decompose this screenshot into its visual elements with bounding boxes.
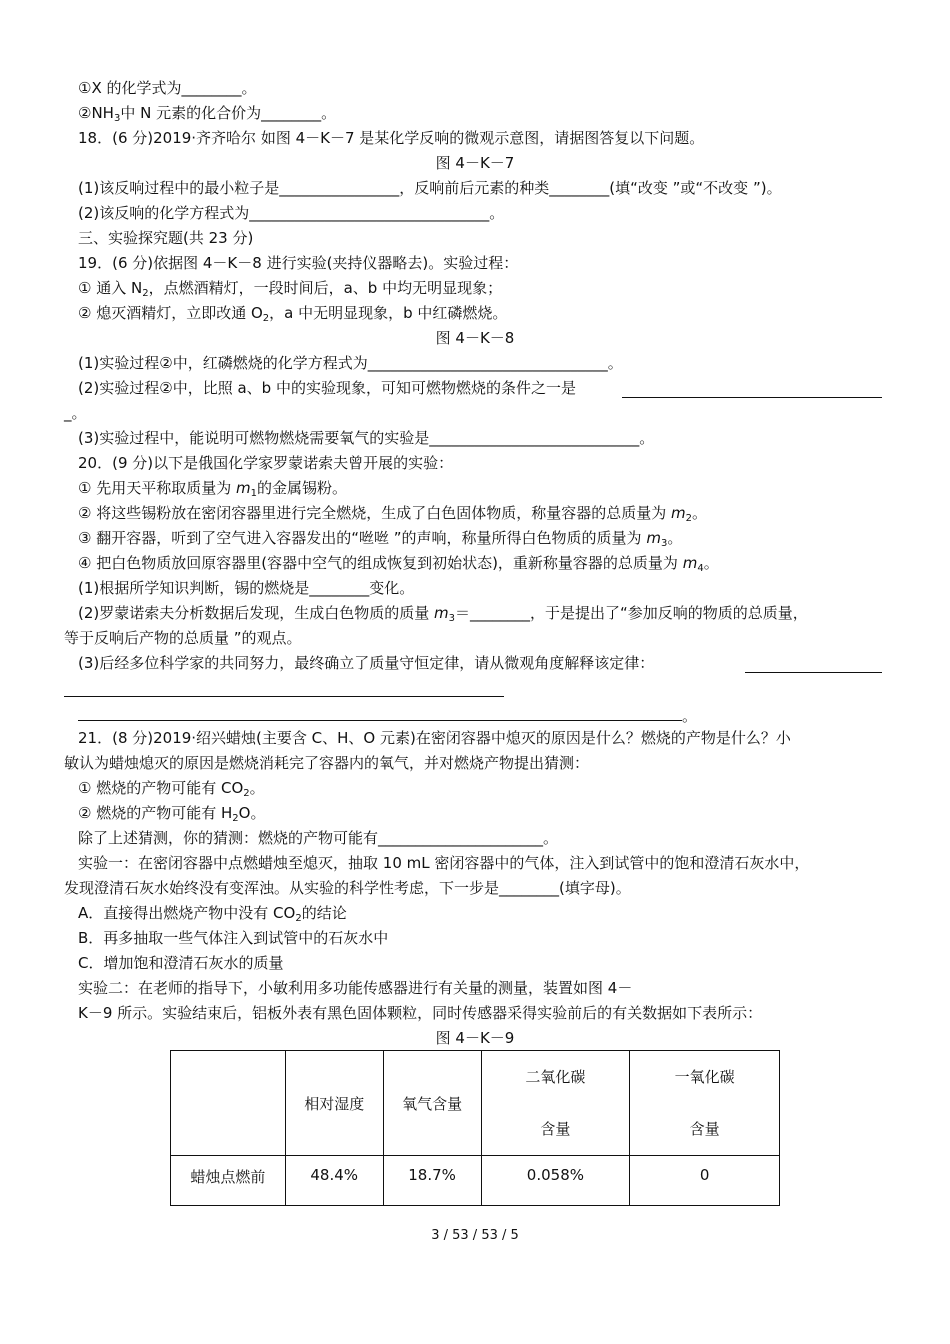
q20-step-2: ② 将这些锡粉放在密闭容器里进行完全燃烧，生成了白色固体物质，称量容器的总质量为 $m_2$。 (78, 504, 708, 524)
q17-line2: $②NH_3$中 N 元素的化合价为________。 (78, 104, 337, 124)
table-cell: 0.058% (481, 1156, 630, 1206)
sensor-data-table (170, 1050, 780, 1206)
table-cell: 18.7% (383, 1156, 481, 1206)
table-header-cell (481, 1051, 630, 1156)
q18-question-2: (2)该反响的化学方程式为________________________________。 (78, 204, 505, 222)
q20-stem: 20．(9 分)以下是俄国化学家罗蒙诺索夫曾开展的实验： (78, 454, 454, 472)
q20-question-2: (2)罗蒙诺索夫分析数据后发现，生成白色物质的质量 $m_3=\_\_\_\_\_\_\_\_$，于是提出了“参加反响的物质的总质量， (78, 604, 808, 624)
table-cell: 0 (630, 1156, 780, 1206)
table-row (171, 1156, 780, 1206)
q20-step-3: ③ 翻开容器，听到了空气进入容器发出的“咝咝 ”的声响，称量所得白色物质的质量为 $m_3$。 (78, 529, 683, 549)
table-header-cell (630, 1051, 780, 1156)
table-header-row (171, 1051, 780, 1156)
q21-option-c: C．增加饱和澄清石灰水的质量 (78, 954, 284, 972)
q19-question-2-end: _。 (64, 404, 87, 422)
q18-question-1: (1)该反响过程中的最小粒子是________________，反响前后元素的种类________(填“改变 ”或“不改变 ”)。 (78, 179, 782, 197)
q21-experiment-1-line1: 实验一：在密闭容器中点燃蜡烛至熄灭，抽取 10 mL 密闭容器中的气体，注入到试管中的饱和澄清石灰水中， (78, 854, 810, 872)
q19-step-2: ② 熄灭酒精灯，立即改通 $O_2$，a 中无明显现象，b 中红磷燃烧。 (78, 304, 508, 324)
q20-question-2-line2: 等于反响后产物的总质量 ”的观点。 (64, 629, 302, 647)
q18-stem: 18．(6 分)2019·齐齐哈尔 如图 4－K－7 是某化学反响的微观示意图，请据图答复以下问题。 (78, 129, 705, 147)
q21-stem-line1: 21．(8 分)2019·绍兴蜡烛(主要含 C、H、O 元素)在密闭容器中熄灭的原因是什么？燃烧的产物是什么？小 (78, 729, 791, 747)
q20-step-4: ④ 把白色物质放回原容器里(容器中空气的组成恢复到初始状态)，重新称量容器的总质量为 $m_4$。 (78, 554, 719, 574)
q20-step-1: ① 先用天平称取质量为 $m_1$的金属锡粉。 (78, 479, 347, 499)
table-header-cell: 氧气含量 (383, 1051, 481, 1156)
page-number: 3 / 53 / 53 / 5 (431, 1228, 519, 1243)
q19-stem: 19．(6 分)依据图 4－K－8 进行实验(夹持仪器略去)。实验过程： (78, 254, 519, 272)
section-heading: 三、实验探究题(共 23 分) (78, 229, 254, 247)
q21-own-guess: 除了上述猜测，你的猜测：燃烧的产物可能有______________________。 (78, 829, 559, 847)
q19-question-3: (3)实验过程中，能说明可燃物燃烧需要氧气的实验是____________________________。 (78, 429, 655, 447)
q21-guess-2: ② 燃烧的产物可能有 $H_2O$。 (78, 804, 266, 824)
header-line-1: 一氧化碳 (674, 1068, 735, 1086)
q19-question-1: (1)实验过程②中，红磷燃烧的化学方程式为________________________________。 (78, 354, 623, 372)
q21-experiment-1-line2: 发现澄清石灰水始终没有变浑浊。从实验的科学性考虑，下一步是________(填字母)。 (64, 879, 631, 897)
q21-option-b: B．再多抽取一些气体注入到试管中的石灰水中 (78, 929, 389, 947)
figure-caption-4-k-7: 图 4－K－7 (435, 154, 515, 172)
table-cell: 48.4% (285, 1156, 383, 1206)
q20-question-3-end: 。 (682, 707, 698, 725)
answer-line (78, 720, 682, 721)
figure-caption-4-k-9: 图 4－K－9 (435, 1029, 515, 1047)
answer-line (745, 672, 882, 673)
q20-question-3: (3)后经多位科学家的共同努力，最终确立了质量守恒定律，请从微观角度解释该定律： (78, 654, 655, 672)
answer-line (64, 696, 504, 697)
q21-option-a: A．直接得出燃烧产物中没有 $CO_2$的结论 (78, 904, 347, 924)
q19-step-1: ① 通入 $N_2$，点燃酒精灯，一段时间后，a、b 中均无明显现象； (78, 279, 503, 299)
q21-stem-line2: 敏认为蜡烛熄灭的原因是燃烧消耗完了容器内的氧气，并对燃烧产物提出猜测： (64, 754, 590, 772)
table-cell: 蜡烛点燃前 (171, 1156, 286, 1206)
table-header-cell: 相对湿度 (285, 1051, 383, 1156)
header-line-2: 含量 (540, 1120, 571, 1138)
header-line-1: 二氧化碳 (525, 1068, 586, 1086)
q21-experiment-2-line2: K－9 所示。实验结束后，铝板外表有黑色固体颗粒，同时传感器采得实验前后的有关数据如下表所示： (78, 1004, 763, 1022)
q17-line1: ①X 的化学式为________。 (78, 79, 257, 97)
q21-guess-1: ① 燃烧的产物可能有 $CO_2$。 (78, 779, 265, 799)
answer-line (622, 397, 882, 398)
table-header-cell (171, 1051, 286, 1156)
figure-caption-4-k-8: 图 4－K－8 (435, 329, 515, 347)
q21-experiment-2-line1: 实验二：在老师的指导下，小敏利用多功能传感器进行有关量的测量，装置如图 4－ (78, 979, 633, 997)
header-line-2: 含量 (689, 1120, 720, 1138)
q20-question-1: (1)根据所学知识判断，锡的燃烧是________变化。 (78, 579, 415, 597)
q19-question-2: (2)实验过程②中，比照 a、b 中的实验现象，可知可燃物燃烧的条件之一是 (78, 379, 576, 397)
